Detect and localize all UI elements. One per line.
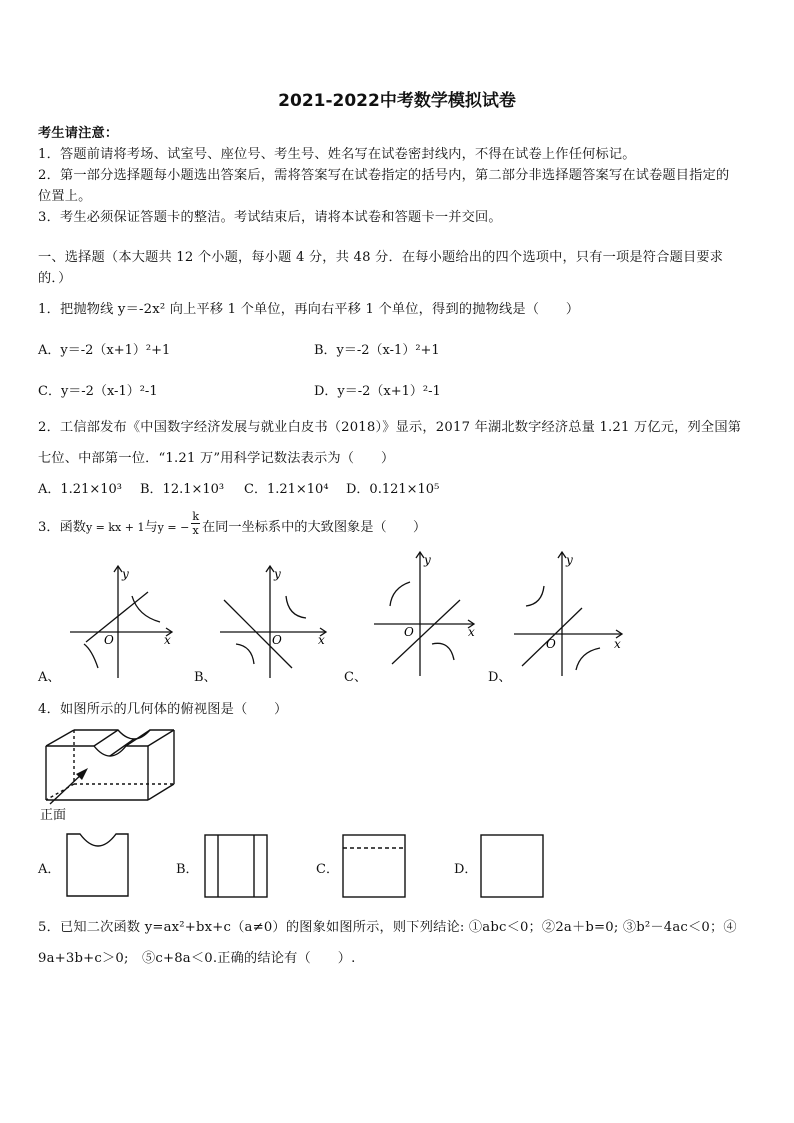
- q3-formula-2-prefix: y = −: [157, 521, 190, 534]
- question-2-line-2: 七位、中部第一位．“1.21 万”用科学记数法表示为（ ）: [38, 451, 395, 466]
- q4-option-c: C．: [316, 862, 339, 877]
- q1-option-d: D．y＝-2（x+1）²-1: [314, 384, 441, 399]
- y-label: y: [122, 567, 129, 581]
- q3-option-a: A、: [38, 670, 61, 685]
- hyperbola-branch-1: [132, 596, 160, 622]
- top-view-a-shape: [67, 834, 128, 896]
- q1-option-c: C．y＝-2（x-1）²-1: [38, 384, 158, 399]
- origin-label: O: [404, 625, 414, 639]
- notice-item-3: 3．考生必须保证答题卡的整洁。考试结束后，请将本试卷和答题卡一并交回。: [38, 210, 502, 225]
- top-back-edge: [74, 730, 174, 739]
- section-heading-cont: 的．）: [38, 271, 72, 286]
- groove-edge-left: [94, 730, 118, 746]
- q4-option-d-figure: [478, 832, 548, 900]
- notice-heading: 考生请注意：: [38, 126, 119, 141]
- q1-option-a: A．y＝-2（x+1）²+1: [38, 343, 171, 358]
- q1-option-b: B．y＝-2（x-1）²+1: [314, 343, 440, 358]
- question-5-line-2: 9a+3b+c＞0; ⑤c+8a＜0.正确的结论有（ ）.: [38, 951, 356, 966]
- question-3-stem: [38, 510, 426, 544]
- notice-item-2: 2．第一部分选择题每小题选出答案后，需将答案写在试卷指定的括号内，第二部分非选择题答案写在试卷题目指定的: [38, 168, 730, 183]
- hyperbola-branch-1: [286, 596, 306, 618]
- q2-option-a: A．1.21×10³: [38, 482, 122, 497]
- top-front-edge: [46, 746, 148, 756]
- top-view-b-outline: [205, 835, 267, 897]
- page-title: 2021-2022中考数学模拟试卷: [278, 91, 516, 111]
- q3-graph-a: [60, 560, 180, 680]
- x-label: x: [468, 625, 475, 639]
- line-graph: [86, 592, 148, 642]
- q3-graph-c: [370, 548, 490, 678]
- question-4-stem: 4．如图所示的几何体的俯视图是（ ）: [38, 702, 288, 717]
- origin-label: O: [104, 633, 114, 647]
- q3-option-d: D、: [488, 670, 512, 685]
- q4-option-b-figure: [202, 832, 272, 900]
- top-right-edge: [148, 730, 174, 746]
- q4-option-a-figure: [64, 830, 134, 900]
- y-label: y: [424, 553, 431, 567]
- notice-item-1: 1．答题前请将考场、试室号、座位号、考生号、姓名写在试卷密封线内，不得在试卷上作任何标记。: [38, 147, 636, 162]
- x-label: x: [164, 633, 171, 647]
- q4-option-b: B．: [176, 862, 199, 877]
- q2-option-c: C．1.21×10⁴: [244, 482, 329, 497]
- top-view-d-outline: [481, 835, 543, 897]
- hyperbola-branch-2: [576, 648, 600, 670]
- notice-item-2-cont: 位置上。: [38, 189, 92, 204]
- question-5-line-1: 5．已知二次函数 y=ax²+bx+c（a≠0）的图象如图所示，则下列结论: ①abc＜0；②2a＋b=0; ③b²－4ac＜0；④: [38, 920, 737, 935]
- q3-fraction-den: x: [192, 524, 199, 537]
- origin-label: O: [546, 637, 556, 651]
- y-label: y: [566, 553, 573, 567]
- q4-front-label: 正面: [40, 808, 67, 823]
- hidden-bottom-left-edge: [46, 784, 74, 800]
- q2-option-b: B．12.1×10³: [140, 482, 225, 497]
- q3-mid: 与: [144, 520, 158, 535]
- q3-prefix: 3．函数: [38, 520, 86, 535]
- q3-option-b: B、: [194, 670, 217, 685]
- q3-fraction-num: k: [192, 510, 199, 523]
- section-heading: 一、选择题（本大题共 12 个小题，每小题 4 分，共 48 分．在每小题给出的四个选项中，只有一项是符合题目要求: [38, 250, 724, 265]
- q4-option-d: D．: [454, 862, 478, 877]
- hyperbola-branch-2: [432, 643, 454, 660]
- bottom-right-edge: [148, 784, 174, 800]
- q2-option-d: D．0.121×10⁵: [346, 482, 440, 497]
- origin-label: O: [272, 633, 282, 647]
- question-1-stem: 1．把抛物线 y＝-2x² 向上平移 1 个单位，再向右平移 1 个单位，得到的抛物线是（ ）: [38, 302, 580, 317]
- hyperbola-branch-2: [236, 644, 254, 664]
- x-label: x: [614, 637, 621, 651]
- hyperbola-branch-2: [84, 644, 98, 668]
- q3-fraction: [191, 510, 200, 537]
- question-2-line-1: 2．工信部发布《中国数字经济发展与就业白皮书（2018）》显示，2017 年湖北数字经济总量 1.21 万亿元，列全国第: [38, 420, 742, 435]
- q3-graph-d: [510, 548, 630, 678]
- groove-bottom: [110, 739, 134, 756]
- q4-option-c-figure: [340, 832, 410, 900]
- top-left-edge: [46, 730, 74, 746]
- y-label: y: [274, 567, 281, 581]
- q3-suffix: 在同一坐标系中的大致图象是（ ）: [201, 520, 427, 535]
- q4-option-a: A．: [38, 862, 61, 877]
- q3-formula-1: y = kx + 1: [85, 521, 145, 534]
- q3-graph-b: [214, 560, 334, 680]
- q3-option-c: C、: [344, 670, 367, 685]
- hyperbola-branch-1: [390, 582, 410, 606]
- line-graph: [392, 600, 460, 664]
- hyperbola-branch-1: [526, 586, 544, 606]
- x-label: x: [318, 633, 325, 647]
- top-view-c-outline: [343, 835, 405, 897]
